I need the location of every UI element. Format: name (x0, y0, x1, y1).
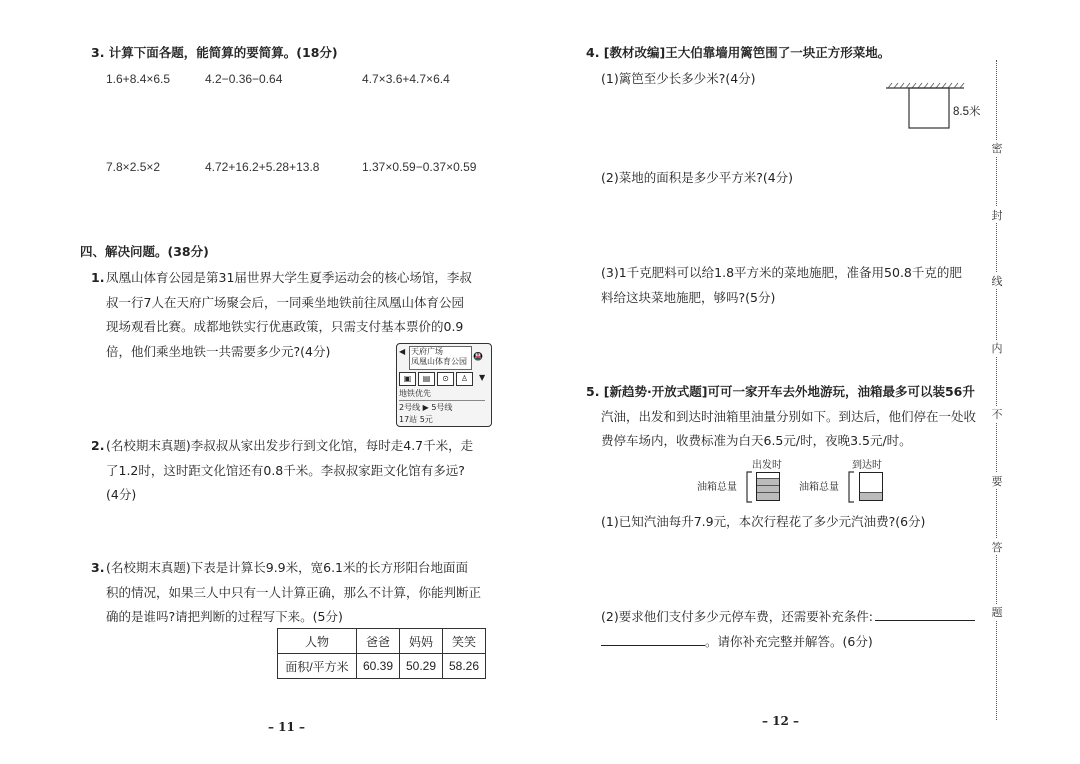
p2-text: (名校期末真题)李叔叔从家出发步行到文化馆，每时走4.7千米，走 了1.2时，这时距文化馆还有0.8千米。李叔叔家距文化馆有多远? (4分) (106, 438, 474, 502)
p3-number: 3. (91, 560, 105, 575)
bus-icon: ▤ (418, 372, 435, 386)
route-box (409, 346, 472, 370)
walk-icon: ♙ (456, 372, 473, 386)
table-row-label: 面积/平方米 (278, 654, 357, 679)
metro-ticket-card (396, 343, 492, 427)
expr-1: 1.6+8.4×6.5 (106, 72, 171, 86)
metro-lines: 2号线 ▶ 5号线 (399, 403, 453, 412)
q5-sub2-line1: (2)要求他们支付多少元停车费，还需要补充条件: (601, 608, 975, 625)
arrive-label: 到达时 (852, 460, 882, 471)
p3-text: (名校期末真题)下表是计算长9.9米，宽6.1米的长方形阳台地面面 积的情况，如果三人中只有一人计算正确，那么不计算，你能判断正 确的是谁吗?请把判断的过程写下来。(5分) (106, 560, 482, 624)
car-icon: ▣ (399, 372, 416, 386)
metro-stops-fare: 17站 5元 (399, 415, 433, 424)
arrow-left-icon: ◀ (399, 347, 406, 356)
seal-char: 不 (991, 408, 1003, 421)
side-length-label: 8.5米 (953, 106, 981, 118)
answer-blank[interactable] (875, 608, 975, 621)
page-number-right: – 12 – (762, 714, 800, 728)
expr-2: 4.2−0.36−0.64 (205, 72, 283, 86)
seal-char: 封 (991, 209, 1003, 222)
table-header: 人物 (278, 629, 357, 654)
seal-char: 密 (991, 142, 1003, 155)
table-header: 笑笑 (443, 629, 486, 654)
depart-label: 出发时 (752, 460, 782, 471)
q4-sub2: (2)菜地的面积是多少平方米?(4分) (601, 170, 794, 185)
expr-4: 7.8×2.5×2 (106, 160, 161, 174)
tank-arrive (859, 472, 883, 501)
metro-priority: 地铁优先 (399, 389, 431, 398)
q5-sub2-line2: 。请你补充完整并解答。(6分) (601, 633, 873, 650)
route-origin: 天府广场 (411, 347, 443, 356)
q5-text: 5. [新趋势·开放式题]可可一家开车去外地游玩，油箱最多可以装56升 汽油，出发和到达时油箱里油量分别如下。到达后，他们停在一处收 费停车场内，收费标准为白天6.5元/时，夜晚3.5元/时。 (586, 384, 977, 448)
tank-label-depart: 油箱总量 (697, 482, 737, 493)
seal-char: 要 (991, 475, 1003, 488)
area-table (277, 628, 486, 679)
q3-title: 3. 计算下面各题，能简算的要简算。(18分) (91, 45, 338, 60)
seal-line (996, 60, 997, 720)
tank-label-arrive: 油箱总量 (799, 482, 839, 493)
transport-icons (399, 372, 473, 386)
bracket-icon (744, 470, 754, 504)
bracket-icon (846, 470, 856, 504)
q5-sub1: (1)已知汽油每升7.9元，本次行程花了多少元汽油费?(6分) (601, 514, 926, 529)
bike-icon: ⊙ (437, 372, 454, 386)
page-number-left: – 11 – (268, 720, 306, 734)
table-header-row (278, 629, 486, 654)
seal-char: 答 (991, 541, 1003, 554)
table-header: 爸爸 (357, 629, 400, 654)
table-header: 妈妈 (400, 629, 443, 654)
q4-sub1: (1)篱笆至少长多少米?(4分) (601, 71, 756, 86)
table-row (278, 654, 486, 679)
expr-3: 4.7×3.6+4.7×6.4 (362, 72, 450, 86)
answer-blank[interactable] (601, 633, 705, 646)
p2-number: 2. (91, 438, 105, 453)
p1-text: 凤凰山体育公园是第31届世界大学生夏季运动会的核心场馆，李叔 叔一行7人在天府广场聚会后，一同乘坐地铁前往凤凰山体育公园 现场观看比赛。成都地铁实行优惠政策，只需支付基本票价的0.9 倍，他们乘坐地铁一共需要多少元?(4分) (106, 270, 472, 359)
expr-6: 1.37×0.59−0.37×0.59 (362, 160, 477, 174)
train-icon: 🚇 (473, 352, 483, 361)
q4-title: 4. [教材改编]王大伯靠墙用篱笆围了一块正方形菜地。 (586, 45, 891, 60)
table-cell: 60.39 (357, 654, 400, 679)
route-destination: 凤凰山体育公园 (411, 357, 467, 366)
p1-number: 1. (91, 270, 105, 285)
table-cell: 50.29 (400, 654, 443, 679)
seal-char: 线 (991, 275, 1003, 288)
dropdown-icon: ▼ (479, 373, 486, 382)
expr-5: 4.72+16.2+5.28+13.8 (205, 160, 320, 174)
q4-sub3: (3)1千克肥料可以给1.8平方米的菜地施肥，准备用50.8千克的肥 料给这块菜地施肥，够吗?(5分) (601, 265, 962, 305)
tank-depart (756, 472, 780, 501)
table-cell: 58.26 (443, 654, 486, 679)
seal-char: 内 (991, 342, 1003, 355)
seal-char: 题 (991, 606, 1003, 619)
section-title: 四、解决问题。(38分) (80, 244, 209, 259)
